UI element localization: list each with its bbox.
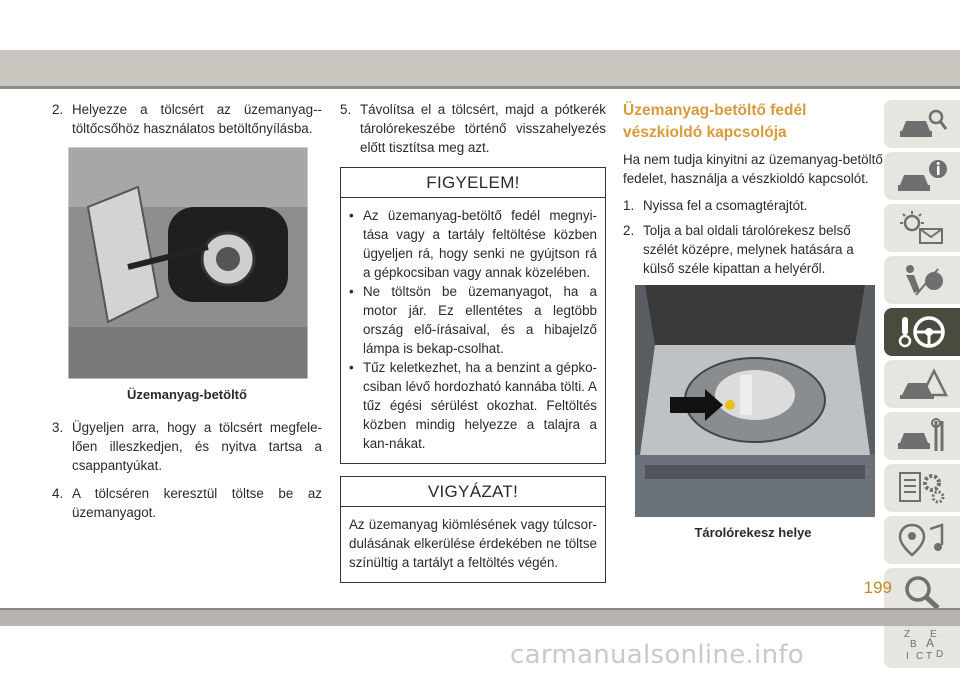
- step-number: 4.: [52, 486, 64, 501]
- index-letter: A: [926, 636, 935, 650]
- caution-title: VIGYÁZAT!: [341, 477, 605, 507]
- page-number: 199: [863, 578, 892, 597]
- step-text: Helyezze a tölcsért az üzemanyag--töltőcsőhöz használatos betöltőnyílásba.: [72, 102, 322, 136]
- warning-body: [341, 198, 605, 463]
- chapter-tab[interactable]: [884, 516, 960, 564]
- index-letter: E: [930, 629, 937, 640]
- warning-title: FIGYELEM!: [341, 168, 605, 198]
- top-band-divider: [0, 86, 960, 89]
- chapter-tab[interactable]: [884, 412, 960, 460]
- car-info-icon: [896, 157, 948, 195]
- caution-box: [340, 476, 606, 583]
- step-text: Ügyeljen arra, hogy a tölcsért megfele-lően illeszkedjen, és nyitva tartsa a csappantyúkat.: [72, 420, 322, 473]
- step-text: Nyissa fel a csomagtérajtót.: [643, 198, 808, 213]
- index-letter: Z: [904, 629, 911, 640]
- chapter-tab[interactable]: [884, 360, 960, 408]
- watermark: carmanualsonline.info: [510, 640, 805, 670]
- light-message-icon: [896, 209, 948, 247]
- chapter-tab[interactable]: [884, 256, 960, 304]
- middle-column: [340, 100, 606, 583]
- alphabet-index-icon: [896, 625, 948, 663]
- step-number: 2.: [623, 223, 635, 238]
- step-text: Tolja a bal oldali tárolórekesz belső szélét középre, melynek hatására a külső széle kipattan a helyéről.: [643, 223, 854, 276]
- chapter-tab[interactable]: [884, 152, 960, 200]
- warning-box: [340, 167, 606, 464]
- car-search-icon: [896, 105, 948, 143]
- search-icon: [896, 573, 948, 611]
- airbag-seat-icon: [896, 261, 948, 299]
- storage-bin-photo: [635, 285, 875, 517]
- warning-triangle-car-icon: [896, 365, 948, 403]
- index-letter: C: [916, 651, 924, 662]
- step-1: [623, 196, 883, 215]
- index-letter: B: [910, 639, 917, 650]
- step-5: [340, 100, 606, 157]
- media-gps-icon: [896, 521, 948, 559]
- section-heading: Üzemanyag-betöltő fedél vészkioldó kapcsolója: [623, 102, 807, 141]
- intro-paragraph: Ha nem tudja kinyitni az üzemanyag-betöltő fedelet, használja a vészkioldó kapcsolót.: [623, 152, 883, 186]
- warning-item: • Az üzemanyag-betöltő fedél megnyi-tása vagy a tartály feltöltése közben ügyeljen rá, hogy senki ne gyújtson rá a gépkocsiban vagy annak közelében.: [349, 208, 597, 280]
- fuel-filler-photo: [68, 147, 308, 379]
- step-4: [52, 484, 322, 522]
- chapter-tab[interactable]: [884, 100, 960, 148]
- cargo-area-illustration: [635, 285, 875, 517]
- chapter-tab-active[interactable]: [884, 308, 960, 356]
- steering-key-icon: [896, 313, 948, 351]
- step-text: A tölcséren keresztül töltse be az üzemanyagot.: [72, 486, 322, 520]
- step-number: 2.: [52, 102, 64, 117]
- chapter-tab[interactable]: [884, 464, 960, 512]
- left-column: [52, 100, 322, 531]
- step-2: [623, 221, 883, 278]
- index-letter: I: [906, 651, 909, 662]
- car-tools-icon: [896, 417, 948, 455]
- settings-list-icon: [896, 469, 948, 507]
- photo-caption-fuel-filler: Üzemanyag-betöltő: [127, 387, 247, 402]
- step-3: [52, 418, 322, 475]
- chapter-sidebar: [884, 100, 960, 672]
- index-letter: T: [926, 651, 933, 662]
- fuel-filler-illustration: [68, 147, 308, 379]
- warning-item: • Ne töltsön be üzemanyagot, ha a motor jár. Ez ellentétes a legtöbb ország elő-írásaival, és a hibajelző lámpa is bekap-csolhat.: [349, 284, 597, 356]
- step-number: 1.: [623, 198, 635, 213]
- step-text: Távolítsa el a tölcsért, majd a pótkerék tárolórekeszébe történő visszahelyezés előtt tisztítsa meg azt.: [360, 102, 606, 155]
- chapter-tab[interactable]: [884, 204, 960, 252]
- top-band: [0, 50, 960, 86]
- index-letter: D: [936, 649, 944, 660]
- chapter-tab[interactable]: [884, 620, 960, 668]
- photo-caption-storage-bin: Tárolórekesz helye: [694, 525, 812, 540]
- warning-item: • Tűz keletkezhet, ha a benzint a gépko-csiban lévő hordozható kannába tölti. A tűz égési sérülést okozhat. Feltöltés közben mindig helyezze a talajra a kan-nákat.: [349, 360, 597, 451]
- step-2: [52, 100, 322, 138]
- step-number: 5.: [340, 102, 352, 117]
- bottom-band: [0, 610, 960, 626]
- right-column: [623, 100, 883, 556]
- caution-text: Az üzemanyag kiömlésének vagy túlcsor-dulásának elkerülése érdekében ne töltse színültig a tartályt a feltöltés végén.: [349, 517, 597, 570]
- step-number: 3.: [52, 420, 64, 435]
